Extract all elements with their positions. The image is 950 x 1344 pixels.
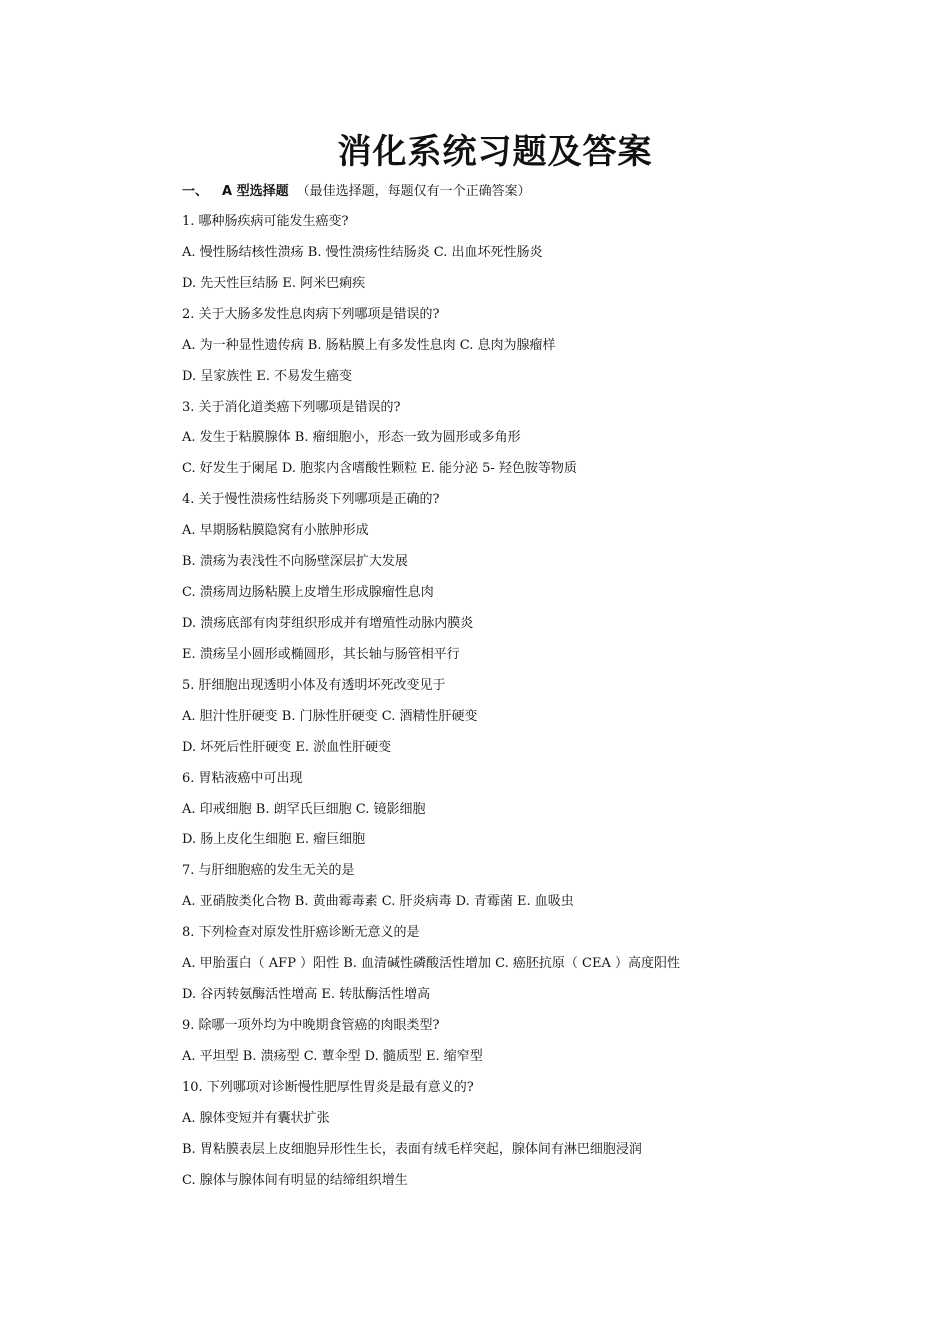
text-line: 10. 下列哪项对诊断慢性肥厚性胃炎是最有意义的? (182, 1079, 474, 1095)
text-line: C. 溃疡周边肠粘膜上皮增生形成腺瘤性息肉 (182, 585, 434, 601)
text-line: D. 肠上皮化生细胞 E. 瘤巨细胞 (182, 832, 366, 848)
text-line: 5. 肝细胞出现透明小体及有透明坏死改变见于 (182, 677, 446, 693)
section-heading (182, 180, 531, 199)
text-line: 9. 除哪一项外均为中晚期食管癌的肉眼类型? (182, 1017, 440, 1033)
text-line: D. 谷丙转氨酶活性增高 E. 转肽酶活性增高 (182, 987, 431, 1003)
text-line: 3. 关于消化道类癌下列哪项是错误的? (182, 399, 401, 415)
text-line: 6. 胃粘液癌中可出现 (182, 770, 303, 786)
text-line: B. 溃疡为表浅性不向肠壁深层扩大发展 (182, 554, 408, 570)
text-line: A. 印戒细胞 B. 朗罕氏巨细胞 C. 镜影细胞 (182, 801, 426, 817)
text-line: C. 腺体与腺体间有明显的结缔组织增生 (182, 1172, 408, 1188)
section-note: （最佳选择题，每题仅有一个正确答案） (296, 184, 531, 199)
text-line: D. 呈家族性 E. 不易发生癌变 (182, 368, 353, 384)
section-number: 一、 (182, 184, 209, 199)
text-line: C. 好发生于阑尾 D. 胞浆内含嗜酸性颗粒 E. 能分泌 5- 羟色胺等物质 (182, 461, 577, 477)
section-type: A 型选择题 (222, 184, 289, 199)
text-line: B. 胃粘膜表层上皮细胞异形性生长，表面有绒毛样突起，腺体间有淋巴细胞浸润 (182, 1141, 642, 1157)
text-line: E. 溃疡呈小圆形或椭圆形，其长轴与肠管相平行 (182, 646, 460, 662)
text-line: A. 发生于粘膜腺体 B. 瘤细胞小，形态一致为圆形或多角形 (182, 430, 521, 446)
text-line: A. 平坦型 B. 溃疡型 C. 蕈伞型 D. 髓质型 E. 缩窄型 (182, 1048, 483, 1064)
text-line: 4. 关于慢性溃疡性结肠炎下列哪项是正确的? (182, 492, 440, 508)
text-line: D. 先天性巨结肠 E. 阿米巴痢疾 (182, 275, 366, 291)
text-line: A. 亚硝胺类化合物 B. 黄曲霉毒素 C. 肝炎病毒 D. 青霉菌 E. 血吸虫 (182, 894, 574, 910)
text-line: 7. 与肝细胞癌的发生无关的是 (182, 863, 355, 879)
text-line: A. 慢性肠结核性溃疡 B. 慢性溃疡性结肠炎 C. 出血坏死性肠炎 (182, 244, 543, 260)
text-line: A. 为一种显性遗传病 B. 肠粘膜上有多发性息肉 C. 息肉为腺瘤样 (182, 337, 556, 353)
text-line: 2. 关于大肠多发性息肉病下列哪项是错误的? (182, 306, 440, 322)
text-line: A. 胆汁性肝硬变 B. 门脉性肝硬变 C. 酒精性肝硬变 (182, 708, 478, 724)
text-line: D. 溃疡底部有肉芽组织形成并有增殖性动脉内膜炎 (182, 615, 474, 631)
text-line: A. 甲胎蛋白（ AFP ）阳性 B. 血清碱性磷酸活性增加 C. 癌胚抗原（ CEA ）高度阳性 (182, 956, 680, 972)
question-list (182, 212, 782, 1202)
text-line: A. 早期肠粘膜隐窝有小脓肿形成 (182, 523, 369, 539)
text-line: D. 坏死后性肝硬变 E. 淤血性肝硬变 (182, 739, 392, 755)
text-line: 1. 哪种肠疾病可能发生癌变? (182, 214, 349, 229)
page-title: 消化系统习题及答案 (337, 132, 653, 172)
text-line: A. 腺体变短并有囊状扩张 (182, 1110, 330, 1126)
text-line: 8. 下列检查对原发性肝癌诊断无意义的是 (182, 925, 420, 941)
